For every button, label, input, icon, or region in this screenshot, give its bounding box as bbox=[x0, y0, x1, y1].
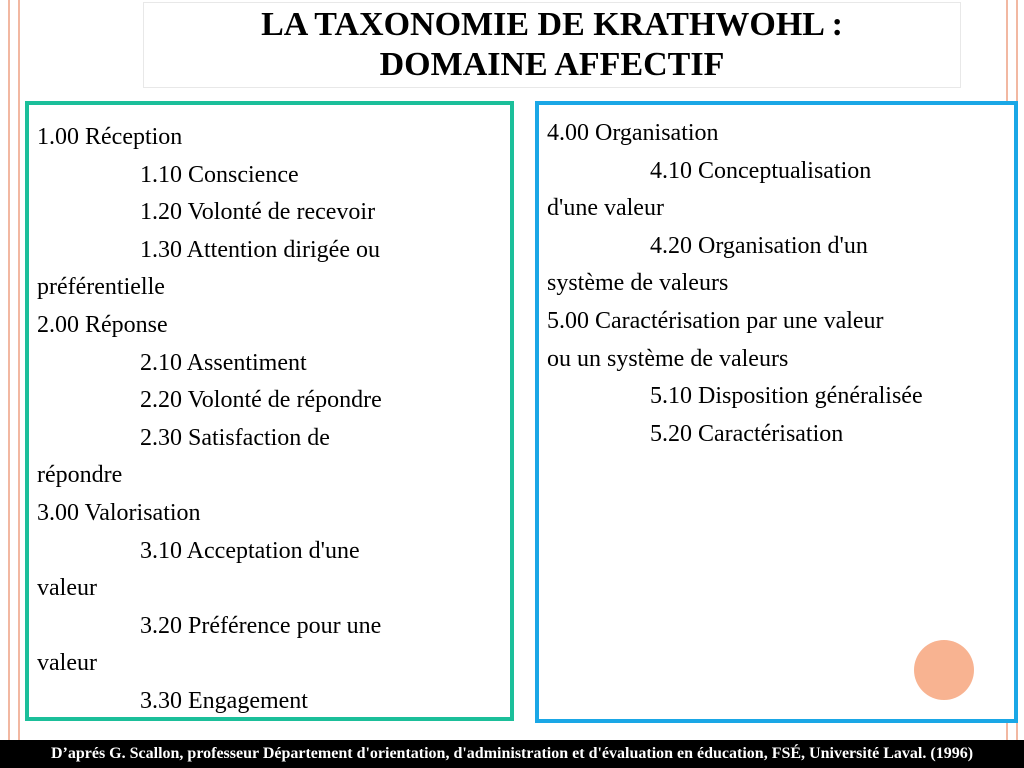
right-content-panel bbox=[535, 101, 1018, 723]
right_panel-row: 4.20 Organisation d'un bbox=[650, 232, 868, 259]
left_panel-row: préférentielle bbox=[37, 274, 165, 301]
left_panel-row: 3.10 Acceptation d'une bbox=[140, 537, 360, 564]
right_panel-row: 4.10 Conceptualisation bbox=[650, 157, 872, 184]
title-line-1: LA TAXONOMIE DE KRATHWOHL : bbox=[261, 6, 843, 43]
right_panel-row: ou un système de valeurs bbox=[547, 345, 789, 372]
right_panel-row: d'une valeur bbox=[547, 195, 664, 222]
left_panel-row: 3.30 Engagement bbox=[140, 687, 308, 714]
right_panel-row: 5.10 Disposition généralisée bbox=[650, 383, 923, 410]
left_panel-row: 1.20 Volonté de recevoir bbox=[140, 199, 376, 226]
left_panel-row: répondre bbox=[37, 462, 123, 489]
decorative-line-left-outer bbox=[8, 0, 10, 740]
left_panel-row: 2.30 Satisfaction de bbox=[140, 424, 330, 451]
left_panel-row: 1.30 Attention dirigée ou bbox=[140, 236, 380, 263]
left_panel-row: 3.00 Valorisation bbox=[37, 499, 201, 526]
right_panel-row: 5.00 Caractérisation par une valeur bbox=[547, 307, 884, 334]
title-line-2: DOMAINE AFFECTIF bbox=[379, 46, 725, 83]
right_panel-row: 4.00 Organisation bbox=[547, 120, 719, 146]
left_panel-row: 1.10 Conscience bbox=[140, 161, 299, 188]
left_panel-row: 1.00 Réception bbox=[37, 124, 183, 150]
slide-title bbox=[143, 2, 961, 88]
decorative-circle bbox=[914, 640, 974, 700]
left_panel-row: valeur bbox=[37, 575, 97, 602]
right_panel-row: système de valeurs bbox=[547, 270, 729, 297]
left_panel-row: 2.10 Assentiment bbox=[140, 349, 307, 376]
left_panel-row: 2.20 Volonté de répondre bbox=[140, 387, 382, 414]
left_panel-row: valeur bbox=[37, 650, 97, 677]
left_panel-row: 2.00 Réponse bbox=[37, 311, 168, 338]
footer-citation: D’aprés G. Scallon, professeur Département d'orientation, d'administration et d'évaluation en éducation, FSÉ, Université Laval. (1996) bbox=[0, 740, 1024, 768]
decorative-line-left-inner bbox=[18, 0, 20, 740]
right_panel-row: 5.20 Caractérisation bbox=[650, 420, 844, 447]
left_panel-row: 3.20 Préférence pour une bbox=[140, 612, 382, 639]
left-content-panel bbox=[25, 101, 514, 721]
